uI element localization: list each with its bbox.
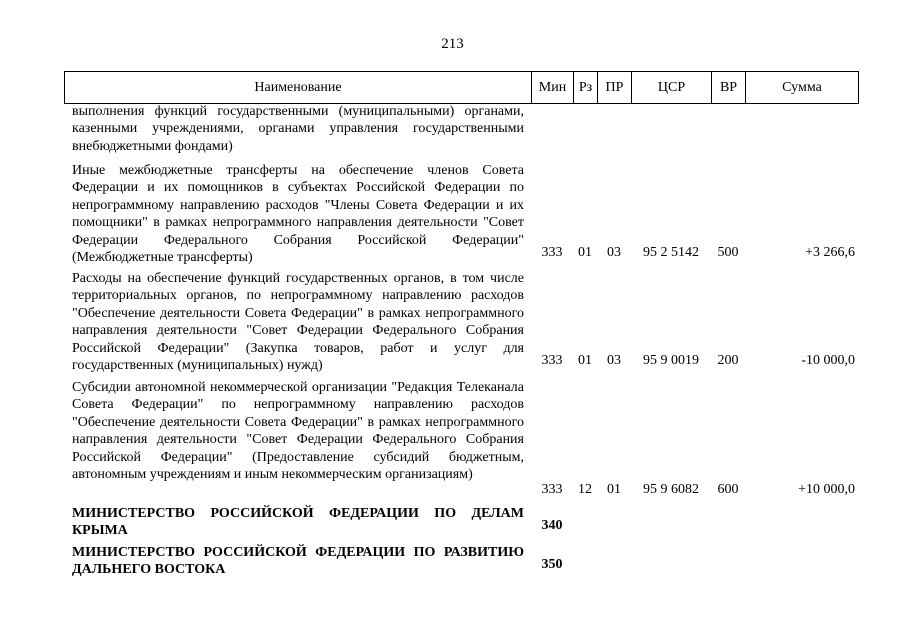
- header-sum: Сумма: [746, 72, 859, 104]
- row-min: 333: [541, 482, 563, 497]
- row-description: Иные межбюджетные трансферты на обеспечение членов Совета Федерации и их помощников в субъектах Российской Федерации по непрограммному направлению расходов "Члены Совета Федерации и их помощники" в рамках непрограммного направления деятельности "Совет Федерации Федерального Собрания Российской Федерации" (Межбюджетные трансферты): [72, 163, 524, 266]
- header-rz: Рз: [574, 72, 598, 104]
- row-min: 333: [541, 353, 563, 368]
- row-pr: 03: [607, 245, 621, 260]
- header-csr: ЦСР: [632, 72, 712, 104]
- row-csr: 95 9 0019: [643, 353, 699, 368]
- ministry-code: 350: [541, 557, 563, 572]
- header-name: Наименование: [65, 72, 532, 104]
- row-rz: 01: [578, 353, 592, 368]
- row-sum: +10 000,0: [798, 482, 855, 497]
- header-min: Мин: [532, 72, 574, 104]
- row-sum: +3 266,6: [805, 245, 855, 260]
- table-header: [64, 71, 859, 104]
- row-rz: 01: [578, 245, 592, 260]
- ministry-title: МИНИСТЕРСТВО РОССИЙСКОЙ ФЕДЕРАЦИИ ПО РАЗВИТИЮ ДАЛЬНЕГО ВОСТОКА: [72, 545, 524, 578]
- row-rz: 12: [578, 482, 592, 497]
- row-description: Расходы на обеспечение функций государственных органов, в том числе территориальных органов, по непрограммному направлению расходов "Обеспечение деятельности Совета Федерации" в рамках непрограммного направления деятельности "Совет Федерации Федерального Собрания Российской Федерации" (Закупка товаров, работ и услуг для государственных (муниципальных) нужд): [72, 271, 524, 374]
- row-vr: 500: [717, 245, 739, 260]
- ministry-code: 340: [541, 518, 563, 533]
- row-vr: 600: [717, 482, 739, 497]
- row-pr: 03: [607, 353, 621, 368]
- row-description: Субсидии автономной некоммерческой организации "Редакция Телеканала Совета Федерации" по непрограммному направлению расходов "Обеспечение деятельности Совета Федерации" в рамках непрограммного направления деятельности "Совет Федерации Федерального Собрания Российской Федерации" (Предоставление субсидий бюджетным, автономным учреждениям и иным некоммерческим организациям): [72, 380, 524, 483]
- row-sum: -10 000,0: [801, 353, 855, 368]
- ministry-title: МИНИСТЕРСТВО РОССИЙСКОЙ ФЕДЕРАЦИИ ПО ДЕЛАМ КРЫМА: [72, 506, 524, 539]
- row-description: выполнения функций государственными (муниципальными) органами, казенными учреждениями, органами управления государственными внебюджетными фондами): [72, 104, 524, 154]
- row-pr: 01: [607, 482, 621, 497]
- page-number: 213: [441, 36, 464, 52]
- header-pr: ПР: [598, 72, 632, 104]
- row-vr: 200: [717, 353, 739, 368]
- header-vr: ВР: [712, 72, 746, 104]
- row-csr: 95 9 6082: [643, 482, 699, 497]
- row-min: 333: [541, 245, 563, 260]
- header-row: [65, 72, 859, 104]
- row-csr: 95 2 5142: [643, 245, 699, 260]
